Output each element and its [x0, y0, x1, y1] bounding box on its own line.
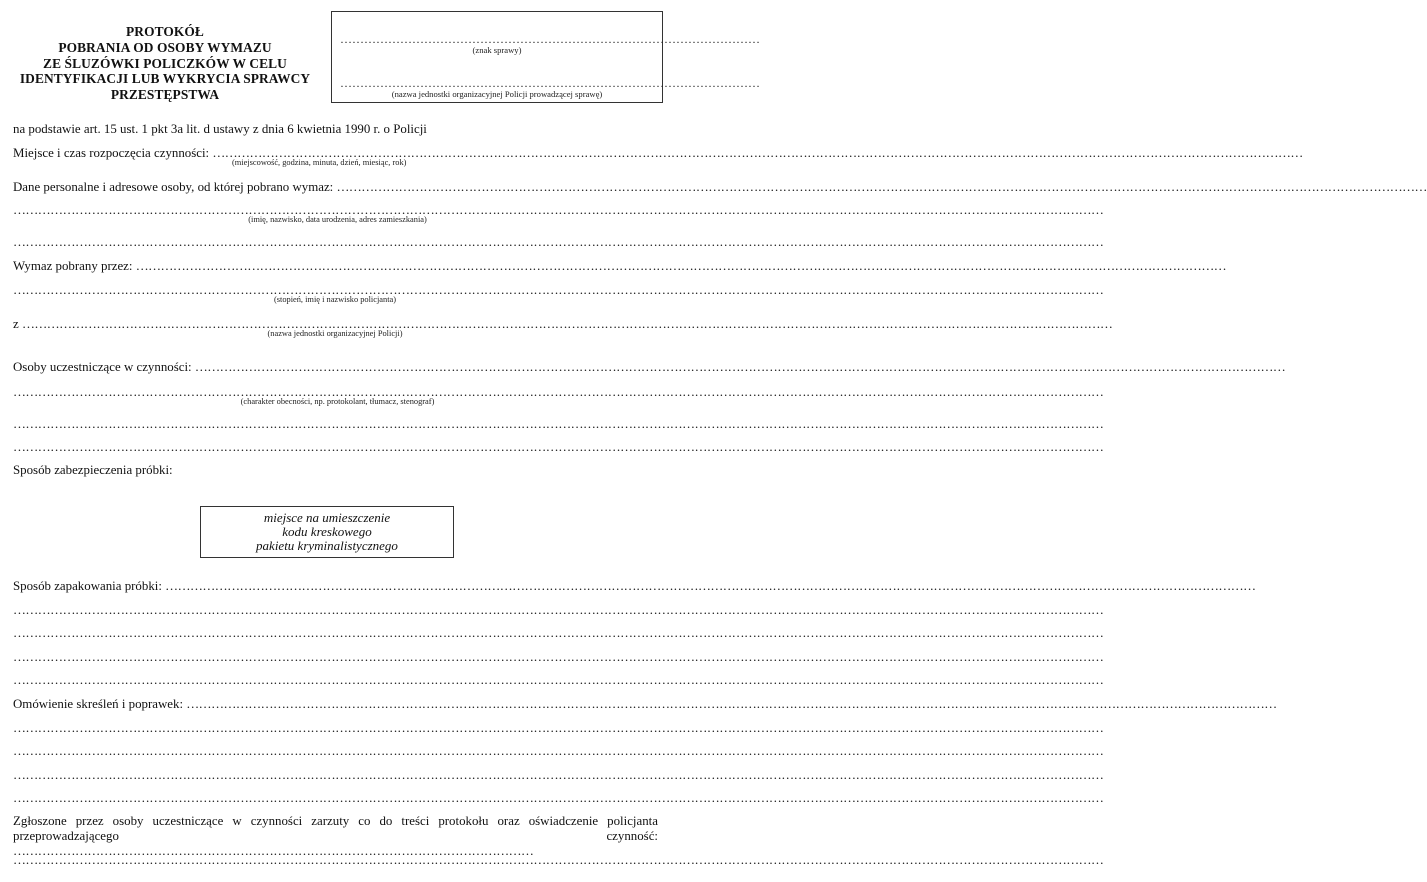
corrections-line[interactable]: [13, 721, 656, 736]
barcode-placeholder-box: [200, 506, 454, 558]
barcode-text-line: miejsce na umieszczenie: [263, 510, 391, 525]
personal-data-row[interactable]: [13, 180, 656, 195]
corrections-line[interactable]: [13, 791, 656, 806]
packing-row[interactable]: [13, 579, 656, 594]
securing-label: Sposób zabezpieczenia próbki:: [13, 463, 173, 477]
place-time-caption: (miejscowość, godzina, minuta, dzień, miesiąc, rok): [232, 158, 407, 167]
personal-data-line[interactable]: [13, 235, 656, 250]
participants-caption: (charakter obecności, np. protokolant, tłumacz, stenograf): [240, 397, 435, 406]
form-title: [6, 24, 324, 103]
packing-line[interactable]: [13, 603, 656, 618]
corrections-line[interactable]: [13, 768, 656, 783]
place-time-label: Miejsce i czas rozpoczęcia czynności:: [13, 146, 210, 160]
participants-line[interactable]: [13, 440, 656, 455]
case-unit-field[interactable]: ……………………………………………………………………………………………: [340, 76, 760, 90]
participants-line[interactable]: [13, 417, 656, 432]
personal-data-label: Dane personalne i adresowe osoby, od której pobrano wymaz:: [13, 180, 334, 194]
from-unit-label: z: [13, 317, 19, 331]
barcode-text-line: kodu kreskowego: [282, 524, 372, 539]
packing-line[interactable]: [13, 673, 656, 688]
case-number-field[interactable]: ……………………………………………………………………………………………: [340, 32, 760, 46]
participants-label: Osoby uczestniczące w czynności:: [13, 360, 192, 374]
form-title-line: PROTOKÓŁ: [126, 24, 204, 39]
form-title-line: PRZESTĘPSTWA: [110, 87, 220, 103]
barcode-text-line: pakietu kryminalistycznego: [256, 538, 398, 553]
remarks-line[interactable]: [13, 853, 656, 868]
case-unit-caption: (nazwa jednostki organizacyjnej Policji prowadzącej sprawę): [391, 89, 603, 99]
collected-by-caption: (stopień, imię i nazwisko policjanta): [273, 295, 397, 304]
corrections-row[interactable]: [13, 697, 656, 712]
remarks-text: Zgłoszone przez osoby uczestniczące w czynności zarzuty co do treści protokołu oraz oświadczenie policjanta przeprowadzającego czynność:: [13, 814, 658, 843]
form-title-line: IDENTYFIKACJI LUB WYKRYCIA SPRAWCY: [19, 71, 311, 87]
participants-row[interactable]: [13, 360, 656, 375]
case-info-box: [331, 11, 760, 103]
packing-label: Sposób zapakowania próbki:: [13, 579, 162, 593]
packing-line[interactable]: [13, 626, 656, 641]
legal-basis: na podstawie art. 15 ust. 1 pkt 3a lit. d ustawy z dnia 6 kwietnia 1990 r. o Policji: [13, 122, 427, 136]
personal-data-caption: (imię, nazwisko, data urodzenia, adres zamieszkania): [248, 215, 427, 224]
corrections-line[interactable]: [13, 744, 656, 759]
from-unit-caption: (nazwa jednostki organizacyjnej Policji): [267, 329, 403, 338]
case-number-caption: (znak sprawy): [472, 45, 522, 55]
packing-line[interactable]: [13, 650, 656, 665]
collected-by-row[interactable]: [13, 259, 656, 274]
remarks-row[interactable]: Zgłoszone przez osoby uczestniczące w czynności zarzuty co do treści protokołu oraz oświadczenie policjanta przeprowadzającego czynność: ………………………………………………………………………………………………………………: [13, 814, 658, 858]
collected-by-label: Wymaz pobrany przez:: [13, 259, 133, 273]
form-title-line: ZE ŚLUZÓWKI POLICZKÓW W CELU: [43, 55, 287, 71]
form-title-line: POBRANIA OD OSOBY WYMAZU: [58, 39, 272, 55]
corrections-label: Omówienie skreśleń i poprawek:: [13, 697, 184, 711]
